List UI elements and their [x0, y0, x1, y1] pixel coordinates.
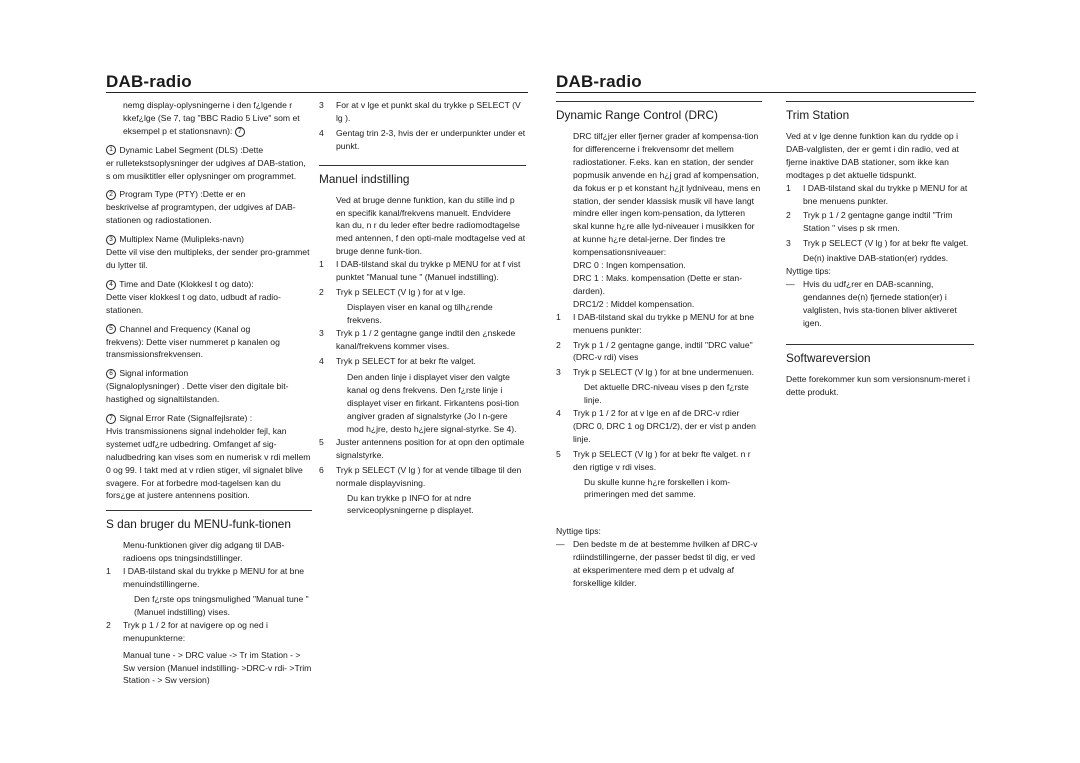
- section-intro: Ved at v lge denne funktion kan du rydde op i DAB-valglisten, der er gemt i din radio, ved at fjerne inaktive DAB stationer, som ikke kan modtages p det aktuelle tidspunkt.: [786, 131, 959, 180]
- step: 5 Juster antennens position for at opn den optimale signalstyrke.: [319, 436, 525, 460]
- step: 5 Tryk p SELECT (V lg ) for at bekr fte valget. n r den rigtige v rdi vises.: [556, 448, 751, 472]
- section-intro: Ved at bruge denne funktion, kan du stille ind p en specifik kanal/frekvens manuelt. Endvidere kan du, n r du leder efter bedre radiomodtagelse med antennen, f den opti-male modtagelse ved at bruge denne funk-tion.: [336, 194, 526, 257]
- right-column-2: [786, 99, 974, 398]
- circled-number: 2: [106, 190, 116, 200]
- step: 6 Tryk p SELECT (V lg ) for at vende tilbage til den normale displayvisning.: [319, 464, 522, 488]
- step: 4 Tryk p 1 / 2 for at v lge en af de DRC-v rdier (DRC 0, DRC 1 og DRC1/2), der er vist p anden linje.: [556, 408, 756, 444]
- left-column-2: [319, 99, 526, 517]
- display-info-intro: nemg display-oplysningerne i den f¿lgende r kkef¿lge (Se 7, tag "BBC Radio 5 Live" som et eksempel p et stationsnavn): 7: [123, 100, 300, 136]
- step: 4 Gentag trin 2-3, hvis der er underpunkter under et punkt.: [319, 127, 526, 151]
- section-rule: [786, 101, 974, 102]
- circled-number: 1: [106, 145, 116, 155]
- section-rule: [786, 344, 974, 345]
- circled-number: 4: [106, 280, 116, 290]
- step-note: Den anden linje i displayet viser den valgte kanal og dens frekvens. Den f¿rste linje i displayet viser en firkant. Firkantens posi-tion angiver graden af signalstyrke (Jo l n-gere mod h¿jre, desto h¿jere signal-styrke. Se 4).: [347, 372, 519, 435]
- step: 3 For at v lge et punkt skal du trykke p SELECT (V lg ).: [319, 100, 521, 123]
- step: 3 Tryk p SELECT (V lg ) for at bne undermenuen.: [556, 367, 755, 378]
- right-column-1: [556, 99, 762, 592]
- circled-number: 7: [235, 127, 245, 137]
- display-info-item: 2 Program Type (PTY) :Dette er en beskrivelse af programtypen, der udgives af DAB-stationen og radiostationen.: [106, 189, 296, 226]
- right-title-rule: [556, 92, 976, 93]
- display-info-item: 6 Signal information (Signaloplysninger) . Dette viser den digitale bit-hastighed og signaltilstanden.: [106, 368, 289, 405]
- section-title-menu: S dan bruger du MENU-funk-tionen: [106, 517, 291, 532]
- step: 2 Tryk p 1 / 2 for at navigere op og ned i menupunkterne:: [106, 619, 268, 643]
- circled-number: 3: [106, 235, 116, 245]
- section-title-trim: Trim Station: [786, 108, 850, 122]
- step: 1 I DAB-tilstand skal du trykke p MENU for at bne menuens punkter:: [556, 311, 755, 335]
- circled-number: 5: [106, 324, 116, 334]
- step: 3 Tryk p SELECT (V lg ) for at bekr fte valget.: [786, 238, 969, 249]
- display-info-item: 3 Multiplex Name (Mulipleks-navn) Dette vil vise den multipleks, der sender pro-grammet du lytter til.: [106, 234, 310, 270]
- step-note: Det aktuelle DRC-niveau vises p den f¿rste linje.: [584, 382, 749, 406]
- step: 2 Tryk p 1 / 2 gentagne gange indtil "Trim Station " vises p sk rmen.: [786, 210, 953, 234]
- left-column-1: [106, 99, 312, 687]
- drc-level: DRC1/2 : Middel kompensation.: [573, 298, 695, 309]
- section-title-software: Softwareversion: [786, 350, 871, 365]
- tips-title: Nyttige tips:: [556, 526, 601, 537]
- display-info-item: 7 Signal Error Rate (Signalfejlsrate) : Hvis transmissionens signal indeholder fejl, kan systemet udf¿re udbedring. Omfanget af sig-naludbedring kan vises som en numerisk v rdi mellem 0 og 99. I takt med at v rdien stiger, vil signalet blive svagere. For at forbedre mod-tagelsen kan du fors¿ge at justere antennens position.: [106, 413, 311, 501]
- section-rule: [106, 510, 312, 511]
- menu-sequence: Manual tune - > DRC value -> Tr im Station - > Sw version (Manuel indstilling- >DRC-v rdi- >Trim Station - > Sw version): [123, 649, 312, 686]
- section-intro: Dette forekommer kun som versionsnum-meret i dette produkt.: [786, 373, 970, 397]
- step-note: Du kan trykke p INFO for at ndre serviceoplysningerne p displayet.: [347, 492, 474, 516]
- step: 3 Tryk p 1 / 2 gentagne gange indtil den ¿nskede kanal/frekvens kommer vises.: [319, 327, 516, 351]
- right-page-title: DAB-radio: [556, 72, 642, 91]
- step: 2 Tryk p SELECT (V lg ) for at v lge.: [319, 286, 466, 297]
- display-info-item: 5 Channel and Frequency (Kanal og frekvens): Dette viser nummeret p kanalen og transmissionsfrekvensen.: [106, 323, 280, 360]
- step: 1 I DAB-tilstand skal du trykke p MENU for at bne menuindstillingerne.: [106, 566, 305, 590]
- display-info-item: 1 Dynamic Label Segment (DLS) :Dette er rulletekstsoplysninger der udgives af DAB-station, s om musiktitler eller oplysninger om programmet.: [106, 144, 306, 181]
- section-intro: DRC tilf¿jer eller fjerner grader af kompensa-tion for differencerne i frekvensomr det mellem radiostationer. F.eks. kan en station, der sender popmusik anvende en h¿j grad af kompensation, da fokus er p et konstant h¿jt lydniveau, mens en station, der sender klassisk musik vil have langt mindre eller ingen kom-pensation, da lytteren skal kunne h¿re alle lyd-niveauer i musikken for at kunne h¿re detal-jerne. Der findes tre kompensationsniveauer:: [573, 131, 761, 258]
- section-rule: [556, 101, 762, 102]
- drc-level: DRC 0 : Ingen kompensation.: [573, 260, 686, 271]
- section-title-drc: Dynamic Range Control (DRC): [556, 108, 718, 122]
- left-title-rule: [106, 92, 528, 93]
- tip: — Hvis du udf¿rer en DAB-scanning, gendannes de(n) fjernede station(er) i valglisten, hvis sta-tionen bliver aktiveret igen.: [786, 278, 957, 328]
- step: 2 Tryk p 1 / 2 gentagne gange, indtil "DRC value" (DRC-v rdi) vises: [556, 339, 753, 363]
- tip: — Den bedste m de at bestemme hvilken af DRC-v rdiindstillingerne, der passer bedst til dig, er ved at eksperimentere med dem p et udvalg af forskellige kilder.: [556, 539, 758, 588]
- step: 1 I DAB-tilstand skal du trykke p MENU for at bne menuens punkter.: [786, 182, 968, 206]
- step-note: Du skulle kunne h¿re forskellen i kom-primeringen med det samme.: [584, 476, 731, 500]
- step-note: Displayen viser en kanal og tilh¿rende frekvens.: [347, 301, 493, 325]
- tips-title: Nyttige tips:: [786, 266, 831, 277]
- circled-number: 7: [106, 414, 116, 424]
- drc-level: DRC 1 : Maks. kompensation (Dette er stan-darden).: [573, 272, 743, 296]
- step-note: De(n) inaktive DAB-station(er) ryddes.: [803, 253, 949, 264]
- section-intro: Menu-funktionen giver dig adgang til DAB-radioens ops tningsindstillinger.: [123, 540, 285, 564]
- step-note: Den f¿rste ops tningsmulighed "Manual tune " (Manuel indstilling) vises.: [134, 594, 309, 617]
- circled-number: 6: [106, 369, 116, 379]
- step: 4 Tryk p SELECT for at bekr fte valget.: [319, 355, 476, 366]
- section-rule: [319, 165, 526, 166]
- step: 1 I DAB-tilstand skal du trykke p MENU for at f vist punktet "Manual tune " (Manuel indstilling).: [319, 259, 521, 283]
- left-page-title: DAB-radio: [106, 72, 192, 91]
- section-title-manual: Manuel indstilling: [319, 171, 410, 186]
- display-info-item: 4 Time and Date (Klokkesl t og dato): Dette viser klokkesl t og dato, udbudt af radio-stationen.: [106, 278, 281, 315]
